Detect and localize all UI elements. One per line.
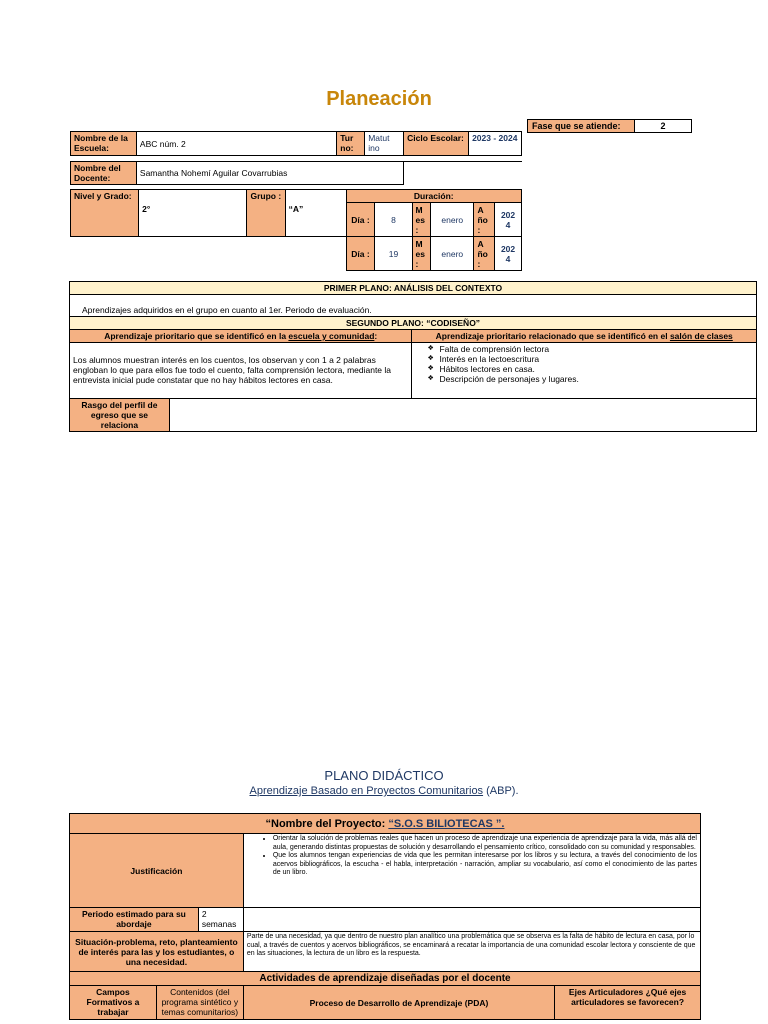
list-item: • Que los alumnos tengan experiencias de vida que les permitan interesarse por los libros y su lectura, a través del conocimiento de los acervos bibliográficos, la escucha - el habla, interpretación - narración, ampliar su vocabulario, así como el conocimiento de las partes de un libro. xyxy=(273,852,697,878)
col-campos: Campos Formativos a trabajar xyxy=(70,986,157,1020)
fase-value: 2 xyxy=(635,120,692,133)
dia-label-2: Día : xyxy=(346,237,375,271)
contexto-table xyxy=(69,281,757,432)
periodo-value: 2 semanas xyxy=(198,908,243,932)
docente-label: Nombre del Docente: xyxy=(71,162,137,185)
list-item: • Orientar la solución de problemas reales que hacen un proceso de aprendizaje una experiencia de aprendizaje para la vida, más allá del aula, generando distintas propuestas de solución y desarrollando el pensamiento crítico, consolidado con su comunidad y responsables. xyxy=(273,835,697,852)
plano-didactico-table xyxy=(69,813,701,1020)
docente-value: Samantha Nohemí Aguilar Covarrubias xyxy=(136,162,403,185)
grupo-value: “A” xyxy=(285,190,346,237)
escuela-value: ABC núm. 2 xyxy=(136,132,336,156)
turno-value: Matut ino xyxy=(365,132,404,156)
plano-didactico-title: PLANO DIDÁCTICO xyxy=(324,768,444,783)
list-item: ❖ Hábitos lectores en casa. xyxy=(439,364,753,374)
prioritario-salon-list xyxy=(412,343,757,399)
fase-table xyxy=(527,119,692,133)
ciclo-value: 2023 - 2024 xyxy=(469,132,522,156)
nivel-duracion-table xyxy=(70,189,522,271)
col-contenidos: Contenidos (del programa sintético y temas comunitarios) xyxy=(156,986,243,1020)
rasgo-value xyxy=(169,399,756,432)
nivel-value: 2° xyxy=(139,190,247,237)
mes-label-1: M es : xyxy=(412,203,431,237)
fase-label: Fase que se atiende: xyxy=(528,120,635,133)
primer-plano-text: Aprendizajes adquiridos en el grupo en cuanto al 1er. Periodo de evaluación. xyxy=(70,295,757,317)
periodo-label: Periodo estimado para su abordaje xyxy=(70,908,199,932)
prioritario-escuela-text: Los alumnos muestran interés en los cuentos, los observan y con 1 a 2 palabras engloban lo que para ellos fue todo el cuento, falta comprensión lectora, mediante la entrevista inicial pude constatar que no hay hábitos lectores en casa. xyxy=(70,343,412,399)
project-name-heading: “Nombre del Proyecto: “S.O.S BILIOTECAS ”. xyxy=(70,814,701,834)
turno-label: Tur no: xyxy=(337,132,365,156)
dia-value-1: 8 xyxy=(375,203,412,237)
actividades-heading: Actividades de aprendizaje diseñadas por el docente xyxy=(70,972,701,986)
page-title: Planeación xyxy=(326,88,432,110)
rasgo-label: Rasgo del perfil de egreso que se relaciona xyxy=(70,399,170,432)
duracion-label: Duración: xyxy=(346,190,521,203)
primer-plano-heading: PRIMER PLANO: ANÁLISIS DEL CONTEXTO xyxy=(70,282,757,295)
situacion-text: Parte de una necesidad, ya que dentro de nuestro plan analítico una problemática que se observa es la falta de hábito de lectura en casa, por lo cual, a través de cuentos y acervos bibliográficos, se encaminará a recatar la importancia de una comunidad escolar lectora y consciente de que en las situaciones, la lectura de un libro es la respuesta. xyxy=(243,932,700,972)
list-item: ❖ Interés en la lectoescritura xyxy=(439,354,753,364)
plano-didactico-subtitle: Aprendizaje Basado en Proyectos Comunitarios (ABP). xyxy=(249,785,519,797)
nivel-label: Nivel y Grado: xyxy=(71,190,139,237)
mes-value-2: enero xyxy=(431,237,474,271)
ano-label-1: A ño : xyxy=(474,203,495,237)
dia-value-2: 19 xyxy=(375,237,412,271)
prioritario-escuela-heading: Aprendizaje prioritario que se identificó en la escuela y comunidad: xyxy=(70,330,412,343)
ciclo-label: Ciclo Escolar: xyxy=(404,132,469,156)
justificacion-list xyxy=(243,834,700,908)
justificacion-label: Justificación xyxy=(70,834,244,908)
mes-label-2: M es : xyxy=(412,237,431,271)
school-info-table xyxy=(70,131,522,185)
mes-value-1: enero xyxy=(431,203,474,237)
col-pda: Proceso de Desarrollo de Aprendizaje (PDA) xyxy=(243,986,554,1020)
dia-label-1: Día : xyxy=(346,203,375,237)
segundo-plano-heading: SEGUNDO PLANO: “CODISEÑO” xyxy=(70,317,757,330)
list-item: ❖ Falta de comprensión lectora xyxy=(439,344,753,354)
list-item: ❖ Descripción de personajes y lugares. xyxy=(439,374,753,384)
prioritario-salon-heading: Aprendizaje prioritario relacionado que se identificó en el salón de clases xyxy=(412,330,757,343)
ano-value-2: 202 4 xyxy=(495,237,522,271)
escuela-label: Nombre de la Escuela: xyxy=(71,132,137,156)
ano-label-2: A ño : xyxy=(474,237,495,271)
situacion-label: Situación-problema, reto, planteamiento de interés para las y los estudiantes, o una necesidad. xyxy=(70,932,244,972)
ano-value-1: 202 4 xyxy=(495,203,522,237)
col-ejes: Ejes Articuladores ¿Qué ejes articuladores se favorecen? xyxy=(555,986,701,1020)
grupo-label: Grupo : xyxy=(247,190,285,237)
